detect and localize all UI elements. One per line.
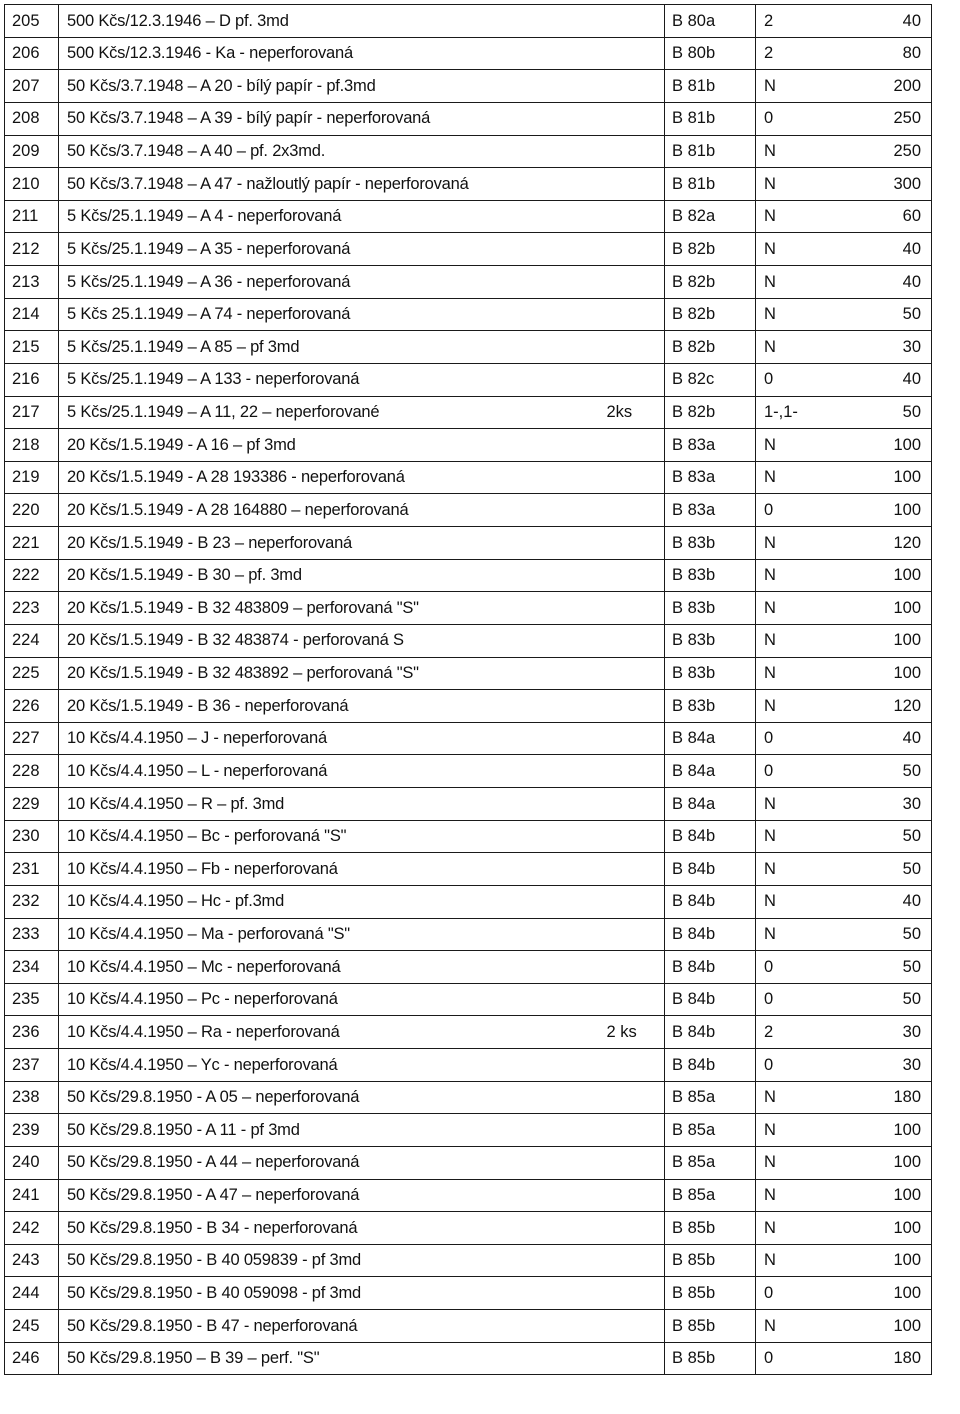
item-quantity	[607, 37, 665, 70]
item-number: 239	[5, 1114, 59, 1147]
item-price: 100	[842, 1212, 932, 1245]
item-condition: N	[756, 1146, 842, 1179]
item-condition: N	[756, 200, 842, 233]
item-condition: 0	[756, 1342, 842, 1375]
item-condition: N	[756, 70, 842, 103]
item-description: 20 Kčs/1.5.1949 - A 28 164880 – neperforovaná	[59, 494, 607, 527]
item-number: 245	[5, 1310, 59, 1343]
table-row	[5, 1081, 932, 1114]
item-description: 50 Kčs/29.8.1950 - A 47 – neperforovaná	[59, 1179, 607, 1212]
catalog-number: B 85b	[665, 1342, 756, 1375]
item-quantity	[607, 690, 665, 723]
item-number: 218	[5, 429, 59, 462]
item-price: 300	[842, 168, 932, 201]
item-description: 10 Kčs/4.4.1950 – Ra - neperforovaná	[59, 1016, 607, 1049]
item-quantity	[607, 461, 665, 494]
item-description: 50 Kčs/29.8.1950 - B 40 059098 - pf 3md	[59, 1277, 607, 1310]
catalog-number: B 83a	[665, 429, 756, 462]
table-row	[5, 853, 932, 886]
catalog-number: B 83a	[665, 494, 756, 527]
item-number: 206	[5, 37, 59, 70]
item-condition: 0	[756, 755, 842, 788]
item-number: 229	[5, 788, 59, 821]
item-condition: N	[756, 690, 842, 723]
item-number: 217	[5, 396, 59, 429]
item-description: 50 Kčs/29.8.1950 - B 40 059839 - pf 3md	[59, 1244, 607, 1277]
item-condition: N	[756, 429, 842, 462]
table-row	[5, 1146, 932, 1179]
catalog-number: B 85a	[665, 1179, 756, 1212]
item-price: 50	[842, 298, 932, 331]
item-price: 50	[842, 918, 932, 951]
table-row	[5, 722, 932, 755]
item-quantity	[607, 592, 665, 625]
item-price: 100	[842, 1310, 932, 1343]
item-condition: N	[756, 820, 842, 853]
item-price: 30	[842, 331, 932, 364]
item-quantity	[607, 1049, 665, 1082]
item-condition: N	[756, 559, 842, 592]
item-description: 20 Kčs/1.5.1949 - B 23 – neperforovaná	[59, 527, 607, 560]
item-quantity	[607, 331, 665, 364]
catalog-number: B 84b	[665, 853, 756, 886]
catalog-number: B 84a	[665, 722, 756, 755]
catalog-number: B 83b	[665, 592, 756, 625]
item-condition: N	[756, 592, 842, 625]
catalog-number: B 83b	[665, 527, 756, 560]
catalog-number: B 84b	[665, 1049, 756, 1082]
item-description: 50 Kčs/29.8.1950 - A 05 – neperforovaná	[59, 1081, 607, 1114]
item-number: 233	[5, 918, 59, 951]
catalog-number: B 80b	[665, 37, 756, 70]
table-row	[5, 461, 932, 494]
item-price: 30	[842, 788, 932, 821]
catalog-number: B 84a	[665, 755, 756, 788]
table-row	[5, 396, 932, 429]
item-number: 208	[5, 102, 59, 135]
item-quantity	[607, 363, 665, 396]
item-number: 221	[5, 527, 59, 560]
item-price: 100	[842, 592, 932, 625]
item-quantity	[607, 657, 665, 690]
item-number: 237	[5, 1049, 59, 1082]
item-description: 50 Kčs/29.8.1950 - B 34 - neperforovaná	[59, 1212, 607, 1245]
item-number: 236	[5, 1016, 59, 1049]
item-price: 50	[842, 951, 932, 984]
item-quantity	[607, 1244, 665, 1277]
item-condition: N	[756, 1179, 842, 1212]
catalog-number: B 83b	[665, 657, 756, 690]
item-description: 50 Kčs/3.7.1948 – A 39 - bílý papír - neperforovaná	[59, 102, 607, 135]
catalog-number: B 80a	[665, 5, 756, 38]
item-quantity: 2ks	[607, 396, 665, 429]
item-number: 230	[5, 820, 59, 853]
item-number: 224	[5, 624, 59, 657]
item-price: 50	[842, 396, 932, 429]
item-quantity	[607, 233, 665, 266]
item-quantity	[607, 885, 665, 918]
item-condition: N	[756, 1081, 842, 1114]
table-row	[5, 624, 932, 657]
table-row	[5, 5, 932, 38]
item-number: 223	[5, 592, 59, 625]
table-row	[5, 983, 932, 1016]
item-description: 10 Kčs/4.4.1950 – Mc - neperforovaná	[59, 951, 607, 984]
table-row	[5, 168, 932, 201]
table-row	[5, 1049, 932, 1082]
item-quantity	[607, 102, 665, 135]
item-description: 50 Kčs/29.8.1950 - B 47 - neperforovaná	[59, 1310, 607, 1343]
item-condition: 0	[756, 951, 842, 984]
item-price: 50	[842, 983, 932, 1016]
catalog-number: B 84b	[665, 820, 756, 853]
item-number: 207	[5, 70, 59, 103]
table-row	[5, 820, 932, 853]
item-description: 10 Kčs/4.4.1950 – J - neperforovaná	[59, 722, 607, 755]
item-number: 222	[5, 559, 59, 592]
item-quantity	[607, 429, 665, 462]
item-price: 40	[842, 5, 932, 38]
item-number: 246	[5, 1342, 59, 1375]
table-row	[5, 494, 932, 527]
item-quantity	[607, 527, 665, 560]
item-quantity	[607, 5, 665, 38]
table-row	[5, 690, 932, 723]
item-description: 5 Kčs 25.1.1949 – A 74 - neperforovaná	[59, 298, 607, 331]
item-number: 209	[5, 135, 59, 168]
item-quantity	[607, 1277, 665, 1310]
item-description: 50 Kčs/29.8.1950 - A 44 – neperforovaná	[59, 1146, 607, 1179]
item-price: 180	[842, 1081, 932, 1114]
table-row	[5, 951, 932, 984]
item-number: 215	[5, 331, 59, 364]
item-price: 30	[842, 1049, 932, 1082]
item-condition: N	[756, 657, 842, 690]
item-price: 250	[842, 102, 932, 135]
table-row	[5, 37, 932, 70]
table-row	[5, 233, 932, 266]
item-price: 180	[842, 1342, 932, 1375]
catalog-number: B 84b	[665, 885, 756, 918]
item-price: 40	[842, 266, 932, 299]
item-description: 20 Kčs/1.5.1949 - B 32 483809 – perforovaná "S"	[59, 592, 607, 625]
item-price: 100	[842, 559, 932, 592]
item-number: 205	[5, 5, 59, 38]
item-price: 50	[842, 755, 932, 788]
catalog-number: B 82b	[665, 266, 756, 299]
table-row	[5, 1212, 932, 1245]
catalog-number: B 82c	[665, 363, 756, 396]
item-quantity	[607, 918, 665, 951]
item-price: 100	[842, 494, 932, 527]
item-description: 5 Kčs/25.1.1949 – A 35 - neperforovaná	[59, 233, 607, 266]
item-description: 20 Kčs/1.5.1949 - B 32 483874 - perforovaná S	[59, 624, 607, 657]
catalog-number: B 85b	[665, 1244, 756, 1277]
item-price: 40	[842, 885, 932, 918]
item-condition: N	[756, 331, 842, 364]
item-number: 235	[5, 983, 59, 1016]
item-description: 50 Kčs/3.7.1948 – A 40 – pf. 2x3md.	[59, 135, 607, 168]
item-price: 50	[842, 820, 932, 853]
table-row	[5, 70, 932, 103]
item-price: 250	[842, 135, 932, 168]
item-description: 5 Kčs/25.1.1949 – A 36 - neperforovaná	[59, 266, 607, 299]
catalog-number: B 85b	[665, 1310, 756, 1343]
item-price: 40	[842, 363, 932, 396]
table-row	[5, 1342, 932, 1375]
item-description: 20 Kčs/1.5.1949 - A 28 193386 - neperforovaná	[59, 461, 607, 494]
item-description: 50 Kčs/29.8.1950 – B 39 – perf. "S"	[59, 1342, 607, 1375]
item-condition: 0	[756, 102, 842, 135]
item-condition: N	[756, 885, 842, 918]
item-description: 10 Kčs/4.4.1950 – R – pf. 3md	[59, 788, 607, 821]
table-row	[5, 559, 932, 592]
catalog-number: B 85a	[665, 1114, 756, 1147]
item-condition: N	[756, 788, 842, 821]
item-description: 5 Kčs/25.1.1949 – A 11, 22 – neperforované	[59, 396, 607, 429]
item-price: 200	[842, 70, 932, 103]
item-description: 50 Kčs/3.7.1948 – A 20 - bílý papír - pf.3md	[59, 70, 607, 103]
item-condition: 0	[756, 983, 842, 1016]
item-quantity: 2 ks	[607, 1016, 665, 1049]
item-quantity	[607, 624, 665, 657]
item-condition: N	[756, 853, 842, 886]
table-row	[5, 1179, 932, 1212]
item-condition: N	[756, 461, 842, 494]
table-row	[5, 1016, 932, 1049]
item-price: 100	[842, 657, 932, 690]
catalog-number: B 84a	[665, 788, 756, 821]
table-row	[5, 200, 932, 233]
item-condition: N	[756, 266, 842, 299]
item-quantity	[607, 1212, 665, 1245]
item-number: 214	[5, 298, 59, 331]
item-price: 100	[842, 1277, 932, 1310]
item-number: 232	[5, 885, 59, 918]
item-number: 219	[5, 461, 59, 494]
item-condition: 2	[756, 1016, 842, 1049]
item-condition: N	[756, 1244, 842, 1277]
item-condition: N	[756, 168, 842, 201]
table-row	[5, 298, 932, 331]
item-quantity	[607, 1081, 665, 1114]
item-description: 10 Kčs/4.4.1950 – Yc - neperforovaná	[59, 1049, 607, 1082]
item-quantity	[607, 983, 665, 1016]
catalog-number: B 81b	[665, 168, 756, 201]
item-number: 216	[5, 363, 59, 396]
item-condition: 0	[756, 1277, 842, 1310]
item-condition: N	[756, 918, 842, 951]
item-description: 10 Kčs/4.4.1950 – L - neperforovaná	[59, 755, 607, 788]
item-price: 50	[842, 853, 932, 886]
banknote-price-table	[4, 4, 932, 1375]
item-price: 80	[842, 37, 932, 70]
item-description: 50 Kčs/29.8.1950 - A 11 - pf 3md	[59, 1114, 607, 1147]
item-number: 240	[5, 1146, 59, 1179]
item-condition: N	[756, 135, 842, 168]
table-row	[5, 135, 932, 168]
item-condition: N	[756, 527, 842, 560]
item-number: 220	[5, 494, 59, 527]
item-description: 500 Kčs/12.3.1946 - Ka - neperforovaná	[59, 37, 607, 70]
catalog-number: B 85a	[665, 1146, 756, 1179]
item-quantity	[607, 135, 665, 168]
catalog-number: B 82b	[665, 298, 756, 331]
table-row	[5, 1310, 932, 1343]
item-description: 20 Kčs/1.5.1949 - B 30 – pf. 3md	[59, 559, 607, 592]
item-price: 100	[842, 429, 932, 462]
item-number: 231	[5, 853, 59, 886]
catalog-number: B 85b	[665, 1277, 756, 1310]
item-quantity	[607, 853, 665, 886]
item-price: 30	[842, 1016, 932, 1049]
table-row	[5, 1244, 932, 1277]
item-quantity	[607, 494, 665, 527]
item-number: 210	[5, 168, 59, 201]
item-number: 244	[5, 1277, 59, 1310]
item-number: 243	[5, 1244, 59, 1277]
catalog-number: B 82b	[665, 233, 756, 266]
table-row	[5, 363, 932, 396]
item-condition: N	[756, 1212, 842, 1245]
catalog-number: B 82b	[665, 331, 756, 364]
item-number: 226	[5, 690, 59, 723]
item-description: 5 Kčs/25.1.1949 – A 85 – pf 3md	[59, 331, 607, 364]
table-row	[5, 592, 932, 625]
catalog-number: B 81b	[665, 70, 756, 103]
item-price: 120	[842, 527, 932, 560]
table-row	[5, 331, 932, 364]
table-row	[5, 102, 932, 135]
catalog-number: B 82b	[665, 396, 756, 429]
item-number: 227	[5, 722, 59, 755]
table-row	[5, 1277, 932, 1310]
item-quantity	[607, 298, 665, 331]
item-condition: 2	[756, 37, 842, 70]
item-description: 10 Kčs/4.4.1950 – Pc - neperforovaná	[59, 983, 607, 1016]
item-number: 234	[5, 951, 59, 984]
catalog-number: B 84b	[665, 918, 756, 951]
catalog-number: B 83a	[665, 461, 756, 494]
table-row	[5, 527, 932, 560]
item-description: 5 Kčs/25.1.1949 – A 133 - neperforovaná	[59, 363, 607, 396]
item-condition: 0	[756, 363, 842, 396]
catalog-number: B 82a	[665, 200, 756, 233]
item-description: 10 Kčs/4.4.1950 – Bc - perforovaná "S"	[59, 820, 607, 853]
item-price: 100	[842, 1179, 932, 1212]
item-condition: N	[756, 1310, 842, 1343]
item-condition: 0	[756, 494, 842, 527]
item-number: 241	[5, 1179, 59, 1212]
item-quantity	[607, 820, 665, 853]
item-number: 211	[5, 200, 59, 233]
item-quantity	[607, 70, 665, 103]
catalog-number: B 83b	[665, 690, 756, 723]
item-quantity	[607, 1342, 665, 1375]
item-quantity	[607, 722, 665, 755]
item-price: 60	[842, 200, 932, 233]
item-quantity	[607, 1146, 665, 1179]
item-condition: 0	[756, 1049, 842, 1082]
catalog-number: B 83b	[665, 559, 756, 592]
item-description: 20 Kčs/1.5.1949 - B 36 - neperforovaná	[59, 690, 607, 723]
catalog-sheet	[4, 4, 921, 1375]
table-row	[5, 429, 932, 462]
item-condition: N	[756, 233, 842, 266]
item-description: 10 Kčs/4.4.1950 – Hc - pf.3md	[59, 885, 607, 918]
catalog-number: B 81b	[665, 102, 756, 135]
table-body	[5, 5, 932, 1375]
item-description: 20 Kčs/1.5.1949 - B 32 483892 – perforovaná "S"	[59, 657, 607, 690]
item-price: 100	[842, 461, 932, 494]
item-description: 500 Kčs/12.3.1946 – D pf. 3md	[59, 5, 607, 38]
item-number: 225	[5, 657, 59, 690]
catalog-number: B 85b	[665, 1212, 756, 1245]
item-condition: 1-,1-	[756, 396, 842, 429]
item-quantity	[607, 559, 665, 592]
item-condition: N	[756, 624, 842, 657]
item-quantity	[607, 168, 665, 201]
item-quantity	[607, 1310, 665, 1343]
item-quantity	[607, 1179, 665, 1212]
item-number: 242	[5, 1212, 59, 1245]
item-description: 10 Kčs/4.4.1950 – Ma - perforovaná "S"	[59, 918, 607, 951]
table-row	[5, 266, 932, 299]
item-quantity	[607, 788, 665, 821]
catalog-number: B 84b	[665, 951, 756, 984]
item-quantity	[607, 951, 665, 984]
item-description: 5 Kčs/25.1.1949 – A 4 - neperforovaná	[59, 200, 607, 233]
item-price: 120	[842, 690, 932, 723]
item-price: 100	[842, 624, 932, 657]
item-description: 50 Kčs/3.7.1948 – A 47 - nažloutlý papír - neperforovaná	[59, 168, 607, 201]
item-condition: 2	[756, 5, 842, 38]
item-price: 100	[842, 1244, 932, 1277]
item-description: 10 Kčs/4.4.1950 – Fb - neperforovaná	[59, 853, 607, 886]
item-quantity	[607, 266, 665, 299]
item-condition: N	[756, 298, 842, 331]
item-quantity	[607, 200, 665, 233]
catalog-number: B 85a	[665, 1081, 756, 1114]
item-price: 40	[842, 722, 932, 755]
catalog-number: B 83b	[665, 624, 756, 657]
table-row	[5, 788, 932, 821]
item-quantity	[607, 1114, 665, 1147]
item-condition: N	[756, 1114, 842, 1147]
item-number: 212	[5, 233, 59, 266]
item-number: 228	[5, 755, 59, 788]
table-row	[5, 657, 932, 690]
item-price: 100	[842, 1114, 932, 1147]
item-quantity	[607, 755, 665, 788]
item-number: 213	[5, 266, 59, 299]
item-description: 20 Kčs/1.5.1949 - A 16 – pf 3md	[59, 429, 607, 462]
table-row	[5, 755, 932, 788]
table-row	[5, 918, 932, 951]
catalog-number: B 81b	[665, 135, 756, 168]
item-number: 238	[5, 1081, 59, 1114]
catalog-number: B 84b	[665, 1016, 756, 1049]
item-price: 40	[842, 233, 932, 266]
item-condition: 0	[756, 722, 842, 755]
table-row	[5, 1114, 932, 1147]
item-price: 100	[842, 1146, 932, 1179]
table-row	[5, 885, 932, 918]
catalog-number: B 84b	[665, 983, 756, 1016]
